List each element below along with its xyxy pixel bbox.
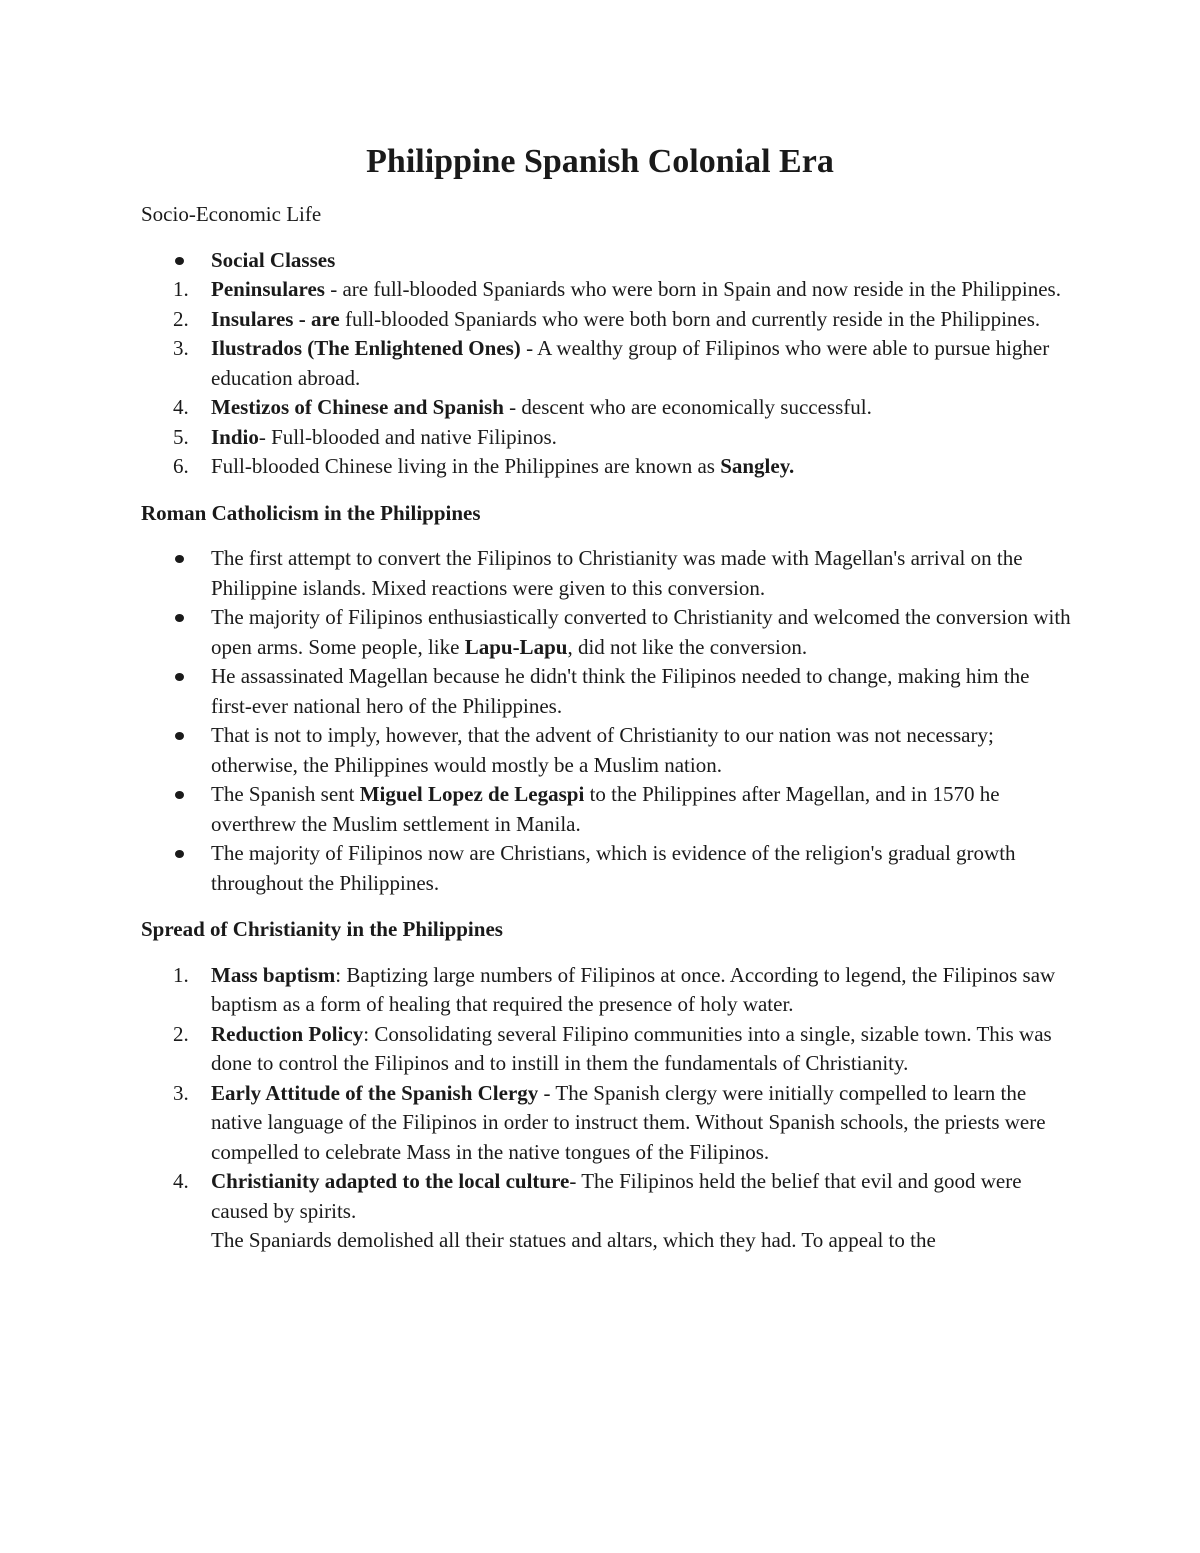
list-item: 4. Christianity adapted to the local culture- The Filipinos held the belief that evil and good were caused by spirits. The Spaniards demolished all their statues and altars, which they had. To appeal to the <box>173 1169 1022 1252</box>
list-item: The majority of Filipinos enthusiastically converted to Christianity and welcomed the conversion with open arms. Some people, like Lapu-Lapu, did not like the conversion. <box>141 603 1071 662</box>
bullet-label: Social Classes <box>211 247 336 272</box>
list-item: The majority of Filipinos now are Christians, which is evidence of the religion's gradual growth throughout the Philippines. <box>141 839 1071 898</box>
list-item <box>141 246 1071 276</box>
bullet-icon <box>175 555 184 563</box>
document-body <box>141 200 1071 1256</box>
social-classes-bullet-list <box>141 246 1071 276</box>
spread-of-christianity-list <box>141 961 1071 1256</box>
list-item: 5. Indio- Full-blooded and native Filipinos. <box>173 424 557 449</box>
list-item: That is not to imply, however, that the advent of Christianity to our nation was not necessary; otherwise, the Philippines would mostly be a Muslim nation. <box>141 721 1071 780</box>
page-title: Philippine Spanish Colonial Era <box>366 143 834 180</box>
social-classes-list <box>141 275 1071 482</box>
bullet-icon <box>175 732 184 740</box>
roman-catholicism-list <box>141 544 1071 898</box>
bullet-icon <box>175 614 184 622</box>
list-item: He assassinated Magellan because he didn't think the Filipinos needed to change, making him the first-ever national hero of the Philippines. <box>141 662 1071 721</box>
list-item: 3. Ilustrados (The Enlightened Ones) - A wealthy group of Filipinos who were able to pursue higher education abroad. <box>173 336 1050 390</box>
bullet-icon <box>175 850 184 858</box>
list-item: 3. Early Attitude of the Spanish Clergy - The Spanish clergy were initially compelled to learn the native language of the Filipinos in order to instruct them. Without Spanish schools, the priests were compelled to celebrate Mass in the native tongues of the Filipinos. <box>173 1080 1046 1164</box>
bullet-icon <box>175 673 184 681</box>
list-item: 4. Mestizos of Chinese and Spanish - descent who are economically successful. <box>173 395 872 419</box>
list-item: The Spanish sent Miguel Lopez de Legaspi to the Philippines after Magellan, and in 1570 he overthrew the Muslim settlement in Manila. <box>141 780 1071 839</box>
list-item: 1. Peninsulares - are full-blooded Spaniards who were born in Spain and now reside in the Philippines. <box>173 277 1061 301</box>
section-heading-roman-catholicism: Roman Catholicism in the Philippines <box>141 500 481 525</box>
list-item: 2. Reduction Policy: Consolidating several Filipino communities into a single, sizable town. This was done to control the Filipinos and to instill in them the fundamentals of Christianity. <box>173 1021 1052 1075</box>
list-item: 6. Full-blooded Chinese living in the Philippines are known as Sangley. <box>173 454 795 478</box>
bullet-icon <box>175 257 184 265</box>
bullet-icon <box>175 791 184 799</box>
list-item: The first attempt to convert the Filipinos to Christianity was made with Magellan's arrival on the Philippine islands. Mixed reactions were given to this conversion. <box>141 544 1071 603</box>
section-heading-socio-economic: Socio-Economic Life <box>141 202 322 226</box>
list-item: 2. Insulares - are full-blooded Spaniards who were both born and currently reside in the Philippines. <box>173 306 1041 331</box>
section-heading-spread-of-christianity: Spread of Christianity in the Philippines <box>141 917 503 941</box>
list-item: 1. Mass baptism: Baptizing large numbers of Filipinos at once. According to legend, the Filipinos saw baptism as a form of healing that required the presence of holy water. <box>173 962 1056 1016</box>
